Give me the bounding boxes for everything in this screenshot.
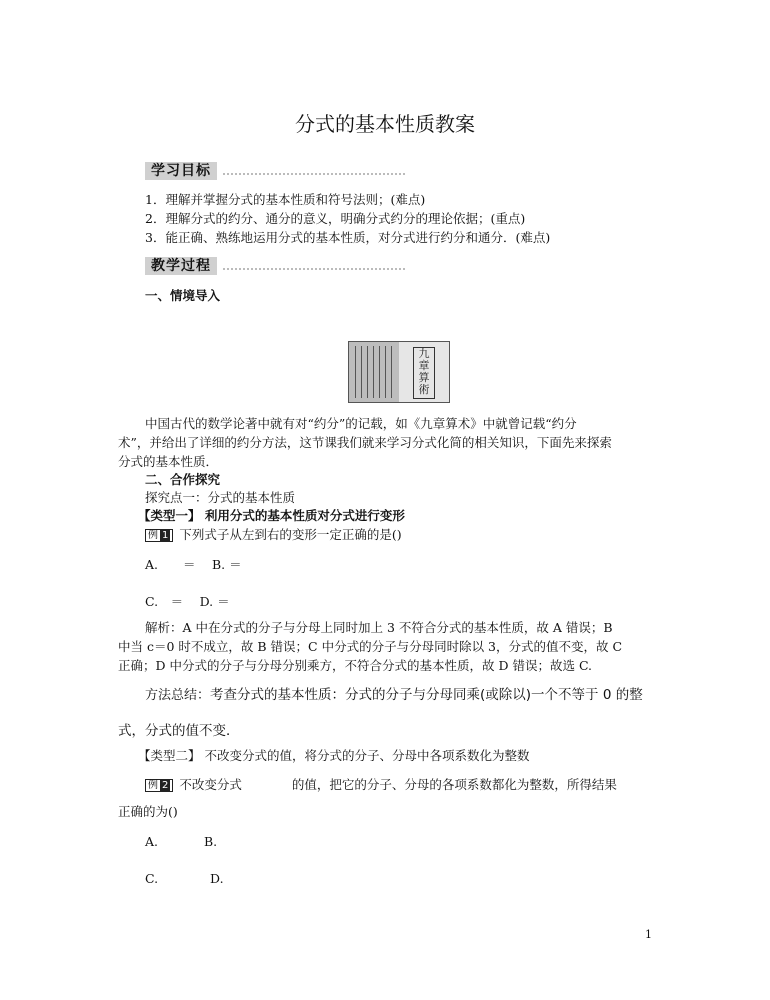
example-2-text-b: 的值，把它的分子、分母的各项系数都化为整数，所得结果 bbox=[291, 777, 617, 792]
objective-1: 1．理解并掌握分式的基本性质和符号法则；(难点) bbox=[145, 192, 426, 207]
intro-line-2: 术”，并给出了详细的约分方法，这节课我们就来学习分式化简的相关知识，下面先来探索 bbox=[118, 435, 612, 450]
method-summary bbox=[145, 683, 643, 705]
section-header-process bbox=[145, 257, 405, 277]
part2-heading: 二、合作探究 bbox=[145, 472, 221, 487]
objective-2: 2．理解分式的约分、通分的意义，明确分式约分的理论依据；(重点) bbox=[145, 211, 526, 226]
section-label: 学习目标 bbox=[145, 162, 217, 180]
explore-point-1: 探究点一：分式的基本性质 bbox=[145, 490, 296, 505]
type1-heading: 【类型一】 利用分式的基本性质对分式进行变形 bbox=[138, 508, 405, 523]
book-left-page bbox=[349, 342, 399, 402]
example-2-text-a: 不改变分式 bbox=[179, 777, 242, 792]
page-number: 1 bbox=[645, 928, 652, 941]
type2-heading: 【类型二】 不改变分式的值，将分式的分子、分母中各项系数化为整数 bbox=[138, 748, 530, 763]
section-divider bbox=[223, 173, 405, 175]
intro-line-1: 中国古代的数学论著中就有对“约分”的记载，如《九章算术》中就曾记载“约分 bbox=[145, 416, 577, 431]
example-2-option-c: C. bbox=[145, 871, 159, 886]
example-badge: 例 2 bbox=[145, 779, 173, 792]
example-2-option-d: D. bbox=[210, 871, 224, 886]
section-header-objectives bbox=[145, 162, 405, 182]
example-2-option-b: B. bbox=[204, 834, 218, 849]
example-2-option-a: A. bbox=[145, 834, 159, 849]
example-badge: 例 1 bbox=[145, 529, 173, 542]
section-divider bbox=[223, 268, 405, 270]
analysis-line-1: 解析：A 中在分式的分子与分母上同时加上 3 不符合分式的基本性质，故 A 错误；B bbox=[145, 620, 613, 635]
page-title: 分式的基本性质教案 bbox=[295, 112, 475, 136]
analysis-line-3: 正确；D 中分式的分子与分母分别乘方，不符合分式的基本性质，故 D 错误；故选 C. bbox=[118, 658, 593, 673]
book-cover-title: 九章算術 bbox=[413, 347, 435, 399]
intro-line-3: 分式的基本性质． bbox=[118, 454, 219, 469]
example-1-question bbox=[145, 526, 402, 544]
example-1-options-ab: A. ＝ B. ＝ bbox=[145, 557, 242, 572]
example-2-question bbox=[145, 776, 617, 794]
section-label: 教学过程 bbox=[145, 257, 217, 275]
book-right-page bbox=[399, 342, 449, 402]
analysis-line-2: 中当 c＝0 时不成立，故 B 错误；C 中分式的分子与分母同时除以 3，分式的值不变，故 C bbox=[118, 639, 623, 654]
objective-3: 3．能正确、熟练地运用分式的基本性质，对分式进行约分和通分．(难点) bbox=[145, 230, 551, 245]
example-1-text: 下列式子从左到右的变形一定正确的是() bbox=[179, 527, 402, 542]
book-image bbox=[348, 341, 450, 403]
example-2-question-cont: 正确的为() bbox=[118, 804, 178, 819]
method-text: 考查分式的基本性质：分式的分子与分母同乘(或除以)一个不等于 0 的整 bbox=[210, 687, 643, 703]
example-1-options-cd: C. ＝ D. ＝ bbox=[145, 594, 230, 609]
method-text-cont: 式，分式的值不变． bbox=[118, 723, 240, 739]
part1-heading: 一、情境导入 bbox=[145, 288, 221, 303]
method-label: 方法总结： bbox=[145, 688, 211, 703]
